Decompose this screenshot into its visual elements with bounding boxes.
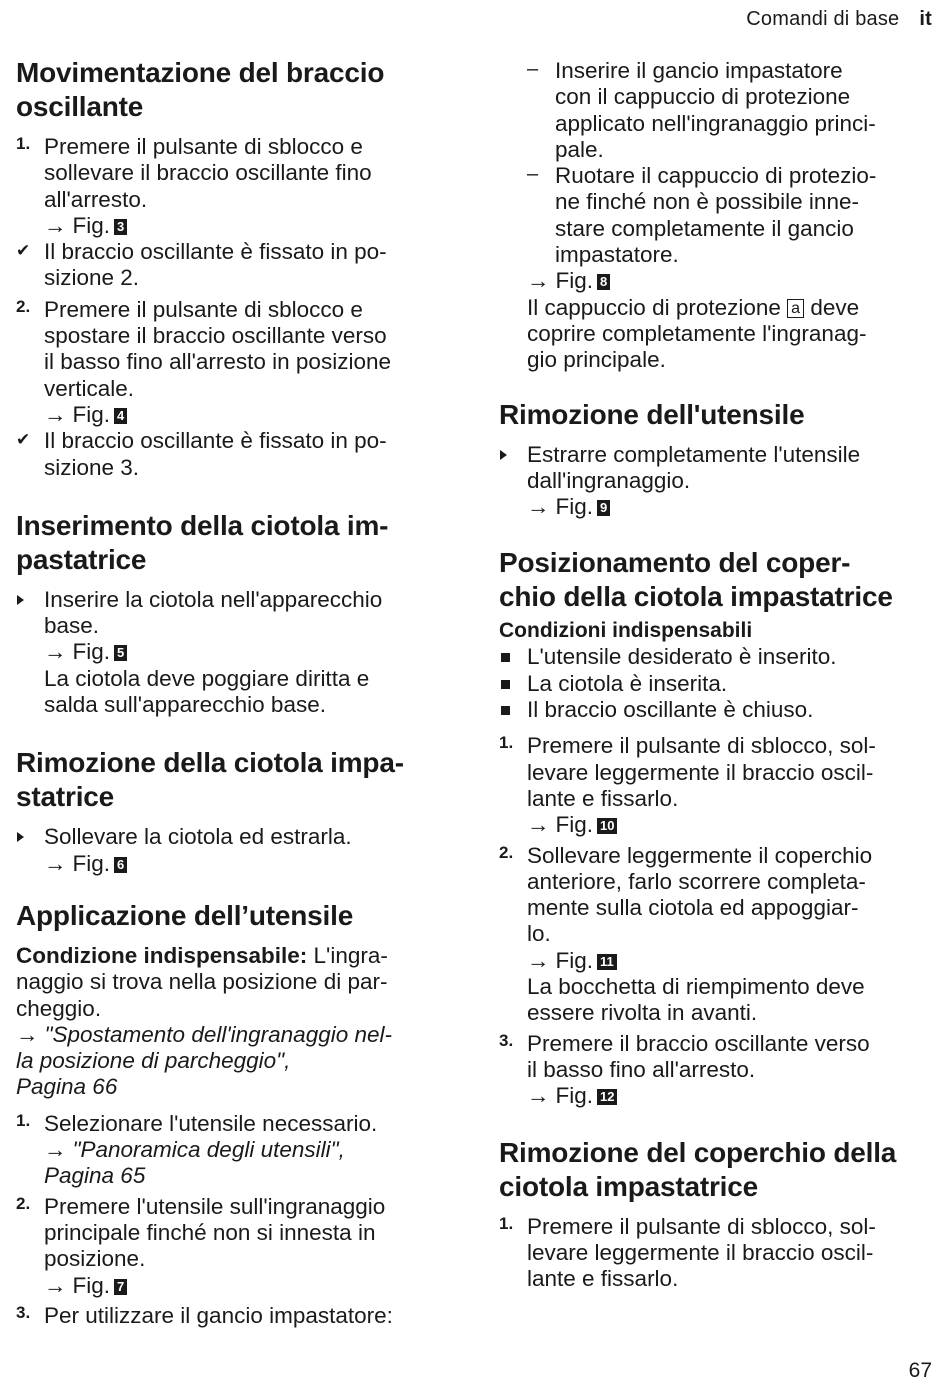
arrow-right-icon: →	[527, 1083, 550, 1109]
note-text: Il cappuccio di protezione a deve	[527, 294, 860, 320]
step-text: levare leggermente il braccio oscil-	[527, 759, 874, 785]
part-label-box: a	[787, 299, 804, 318]
page-reference-link[interactable]: Pagina 65	[44, 1163, 146, 1189]
step-number: 1.	[16, 134, 31, 153]
step-text: Premere il braccio oscillante verso	[527, 1030, 870, 1056]
figure-reference: → Fig. 9	[527, 494, 939, 520]
page-reference-link[interactable]: → "Panoramica degli utensili",	[44, 1137, 345, 1163]
sub-step-text: Ruotare il cappuccio di protezio-	[555, 163, 877, 189]
figure-reference: → Fig. 10	[527, 812, 939, 838]
step-text: il basso fino all'arresto in posizione	[44, 349, 391, 375]
arrow-right-icon: →	[44, 212, 67, 238]
page-reference-link[interactable]: la posizione di parcheggio",	[16, 1048, 291, 1074]
step-text: levare leggermente il braccio oscil-	[527, 1239, 874, 1265]
sub-step-text: stare completamente il gancio	[555, 215, 854, 241]
note-text: La ciotola deve poggiare diritta e	[44, 665, 370, 691]
arrow-right-icon: →	[527, 268, 550, 294]
instruction-bullet	[499, 442, 939, 521]
section-remove-tool	[499, 398, 939, 521]
square-bullet-icon	[501, 653, 510, 662]
header-language: it	[919, 8, 932, 30]
arrow-right-icon: →	[44, 401, 67, 427]
figure-reference: → Fig. 4	[44, 402, 456, 428]
instruction-bullet	[16, 587, 456, 718]
page-reference-link[interactable]: → "Spostamento dell'ingranaggio nel-	[16, 1021, 393, 1047]
sub-step-text: ne finché non è possibile inne-	[555, 189, 859, 215]
step-text: il basso fino all'arresto.	[527, 1056, 756, 1082]
figure-reference: → Fig. 7	[44, 1273, 456, 1299]
figure-number: 6	[114, 857, 127, 873]
section-remove-bowl	[16, 746, 456, 877]
result-text: sizione 3.	[44, 454, 140, 480]
step-text: Premere l'utensile sull'ingranaggio	[44, 1193, 386, 1219]
step-number: 1.	[499, 1213, 514, 1233]
figure-number: 4	[114, 408, 127, 424]
step-text: anteriore, farlo scorrere completa-	[527, 868, 866, 894]
section-title: statrice	[16, 781, 115, 813]
precondition-text: naggio si trova nella posizione di par-	[16, 969, 388, 995]
section-title: Posizionamento del coper-	[499, 547, 851, 579]
figure-reference: → Fig. 11	[527, 948, 939, 974]
section-swing-arm	[16, 56, 456, 481]
section-title: Applicazione dell’utensile	[16, 899, 354, 931]
triangle-bullet-icon	[500, 450, 507, 460]
figure-reference: → Fig. 5	[44, 639, 456, 665]
step-text: Selezionare l'utensile necessario.	[44, 1110, 378, 1136]
precondition-label: Condizione indispensabile:	[16, 942, 308, 968]
step-text: Premere il pulsante di sblocco e	[44, 134, 363, 159]
step-1	[16, 134, 456, 239]
arrow-right-icon: →	[527, 494, 550, 520]
right-column	[499, 58, 939, 1292]
result-text: Il braccio oscillante è fissato in po-	[44, 239, 387, 265]
figure-number: 12	[597, 1089, 617, 1105]
result-text: Il braccio oscillante è fissato in po-	[44, 428, 387, 454]
step-text: principale finché non si innesta in	[44, 1219, 376, 1245]
step-number: 3.	[16, 1302, 31, 1322]
step-1	[499, 733, 939, 838]
preconditions-title: Condizioni indispensabili	[499, 619, 753, 643]
result-text: sizione 2.	[44, 265, 140, 291]
triangle-bullet-icon	[17, 832, 24, 842]
result-1	[16, 239, 456, 292]
figure-reference: → Fig. 12	[527, 1083, 939, 1109]
precondition-item: L'utensile desiderato è inserito.	[499, 644, 939, 670]
triangle-bullet-icon	[17, 595, 24, 605]
page-reference-link[interactable]: Pagina 66	[16, 1074, 118, 1100]
figure-number: 7	[114, 1279, 127, 1295]
figure-number: 5	[114, 645, 127, 661]
step-number: 2.	[16, 1193, 31, 1213]
sub-step-text: con il cappuccio di protezione	[555, 84, 851, 110]
figure-number: 8	[597, 274, 610, 290]
sub-step-text: Inserire il gancio impastatore	[555, 58, 843, 83]
section-insert-bowl	[16, 509, 456, 718]
arrow-right-icon: →	[44, 850, 67, 876]
section-title: Rimozione del coperchio della	[499, 1136, 897, 1168]
dash-bullet: –	[527, 58, 539, 80]
dash-bullet: –	[527, 163, 539, 186]
step-text: Sollevare leggermente il coperchio	[527, 842, 873, 868]
step-text: Premere il pulsante di sblocco e	[44, 296, 363, 322]
figure-reference: → Fig. 6	[44, 851, 456, 877]
arrow-right-icon: →	[527, 947, 550, 973]
figure-number: 9	[597, 500, 610, 516]
left-column	[16, 56, 456, 1329]
step-number: 1.	[499, 733, 514, 753]
arrow-right-icon: →	[44, 639, 67, 665]
note-text: essere rivolta in avanti.	[527, 1000, 758, 1026]
section-title: ciotola impastatrice	[499, 1170, 758, 1202]
precondition-item: Il braccio oscillante è chiuso.	[499, 697, 939, 723]
sub-step-dash-2	[527, 163, 939, 268]
precondition-text: Condizione indispensabile: L'ingra-	[16, 942, 388, 968]
section-title: oscillante	[16, 91, 144, 122]
step-2	[16, 1194, 456, 1299]
step-text: Per utilizzare il gancio impastatore:	[44, 1302, 393, 1328]
note-text: La bocchetta di riempimento deve	[527, 974, 865, 1000]
page-number: 67	[908, 1359, 932, 1382]
step-text: lante e fissarlo.	[527, 1266, 679, 1292]
arrow-right-icon: →	[16, 1021, 39, 1047]
figure-reference: → Fig. 3	[44, 213, 456, 239]
step-1	[499, 1214, 939, 1293]
step-number: 1.	[16, 1110, 31, 1130]
section-position-lid	[499, 546, 939, 1109]
section-title: Movimentazione del braccio	[16, 57, 385, 88]
sub-step-text: applicato nell'ingranaggio princi-	[555, 110, 876, 136]
instruction-bullet	[16, 824, 456, 877]
result-2	[16, 428, 456, 481]
arrow-right-icon: →	[44, 1272, 67, 1298]
instruction-text: Inserire la ciotola nell'apparecchio	[44, 586, 383, 612]
step-2	[499, 843, 939, 1027]
step-3	[499, 1031, 939, 1110]
step-1	[16, 1111, 456, 1190]
step-number: 2.	[16, 296, 31, 316]
instruction-text: Sollevare la ciotola ed estrarla.	[44, 824, 352, 850]
note-text: coprire completamente l'ingranag-	[527, 320, 867, 346]
section-apply-tool	[16, 899, 456, 1329]
instruction-text: dall'ingranaggio.	[527, 467, 691, 493]
step-text: spostare il braccio oscillante verso	[44, 323, 387, 349]
step-text: lo.	[527, 921, 551, 947]
instruction-text: base.	[44, 613, 100, 639]
step-text: all'arresto.	[44, 186, 148, 212]
step-number: 2.	[499, 842, 514, 862]
figure-reference: → Fig. 8	[527, 268, 939, 294]
step-text: mente sulla ciotola ed appoggiar-	[527, 895, 859, 921]
section-title: Rimozione della ciotola impa-	[16, 747, 404, 779]
arrow-right-icon: →	[44, 1137, 67, 1163]
header-section: Comandi di base	[746, 8, 900, 30]
sub-step-text: pale.	[555, 136, 604, 162]
check-icon: ✔	[16, 241, 31, 261]
section-title: Inserimento della ciotola im-	[16, 509, 389, 541]
step-text: Premere il pulsante di sblocco, sol-	[527, 1213, 876, 1239]
square-bullet-icon	[501, 680, 510, 689]
step-text: sollevare il braccio oscillante fino	[44, 160, 372, 186]
figure-number: 3	[114, 219, 127, 235]
step-number: 3.	[499, 1030, 514, 1050]
figure-number: 10	[597, 818, 617, 834]
step-2	[16, 297, 456, 428]
precondition-item: La ciotola è inserita.	[499, 671, 939, 697]
precondition-text: cheggio.	[16, 995, 102, 1021]
note-text: salda sull'apparecchio base.	[44, 692, 326, 718]
page-header	[746, 8, 932, 31]
note-text: gio principale.	[527, 347, 666, 373]
section-title: Rimozione dell'utensile	[499, 398, 805, 430]
step-text: lante e fissarlo.	[527, 785, 679, 811]
step-text: posizione.	[44, 1246, 146, 1272]
step-text: verticale.	[44, 375, 135, 401]
section-remove-lid	[499, 1136, 939, 1293]
sub-step-text: impastatore.	[555, 242, 679, 268]
check-icon: ✔	[16, 430, 31, 450]
arrow-right-icon: →	[527, 812, 550, 838]
section-title: pastatrice	[16, 543, 147, 575]
sub-step-dash-1	[527, 58, 939, 163]
square-bullet-icon	[501, 706, 510, 715]
step-3	[16, 1303, 456, 1329]
section-title: chio della ciotola impastatrice	[499, 581, 893, 613]
instruction-text: Estrarre completamente l'utensile	[527, 441, 861, 467]
figure-number: 11	[597, 954, 617, 970]
step-text: Premere il pulsante di sblocco, sol-	[527, 733, 876, 759]
